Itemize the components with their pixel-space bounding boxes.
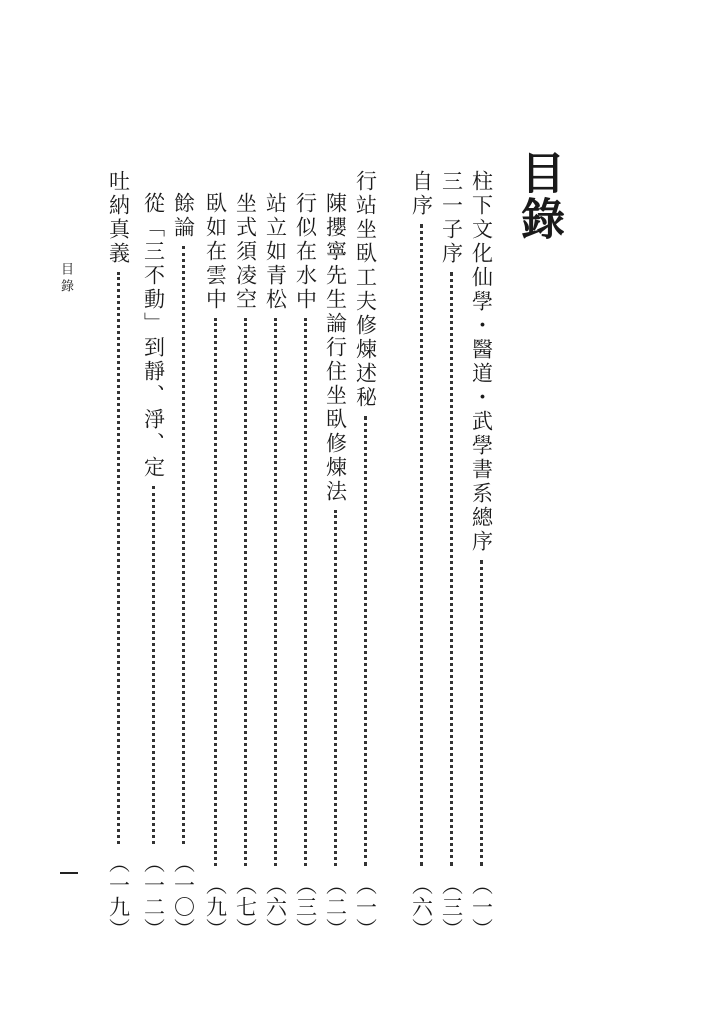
toc-entry-title: 吐納真義 (106, 170, 131, 266)
toc-entry-title: 臥如在雲中 (203, 192, 228, 312)
toc-entry-page: （一九） (106, 852, 131, 940)
toc-entry-title: 站立如青松 (263, 192, 288, 312)
toc-entry[interactable] (320, 170, 350, 940)
toc-entry-page: （七） (233, 874, 258, 940)
toc-entry-page: （二） (323, 874, 348, 940)
page-number-mark (60, 872, 78, 874)
toc-entry-title: 餘論 (171, 192, 196, 240)
toc-entry[interactable] (406, 170, 436, 940)
toc-entry[interactable] (290, 170, 320, 940)
toc-entry-page: （一） (469, 874, 494, 940)
toc-entry-title: 三一子序 (439, 170, 464, 266)
toc-entry-page: （三） (293, 874, 318, 940)
dot-leader (117, 272, 120, 844)
dot-leader (364, 416, 367, 866)
toc-entry[interactable] (230, 170, 260, 940)
toc-entry[interactable] (168, 170, 198, 940)
dot-leader (274, 318, 277, 866)
dot-leader (214, 318, 217, 866)
toc-entry[interactable] (103, 170, 133, 940)
dot-leader (450, 272, 453, 866)
toc-entry-page: （三） (439, 874, 464, 940)
toc-entry-title: 行似在水中 (293, 192, 318, 312)
toc-entry-title: 柱下文化仙學・醫道・武學書系總序 (469, 170, 494, 554)
dot-leader (420, 224, 423, 866)
dot-leader (480, 560, 483, 866)
toc-entry-title: 陳攖寧先生論行住坐臥修煉法 (323, 192, 348, 504)
toc-entry-title: 從「三不動」到靜、淨、定 (141, 192, 166, 480)
dot-leader (334, 510, 337, 866)
toc-entry[interactable] (350, 170, 380, 940)
toc-entry[interactable] (260, 170, 290, 940)
toc-entry-title: 坐式須凌空 (233, 192, 258, 312)
toc-entry[interactable] (466, 170, 496, 940)
toc-entry-page: （九） (203, 874, 228, 940)
toc-entry-page: （六） (263, 874, 288, 940)
toc-entry-page: （一） (353, 874, 378, 940)
dot-leader (244, 318, 247, 866)
page-title: 目錄 (513, 150, 564, 242)
toc-entry-page: （六） (409, 874, 434, 940)
toc-entry-title: 自序 (409, 170, 434, 218)
dot-leader (182, 246, 185, 844)
toc-entry-page: （一〇） (171, 852, 196, 940)
toc-entry[interactable] (200, 170, 230, 940)
running-header: 目錄 (58, 262, 73, 296)
toc-entry-title: 行站坐臥工夫修煉述秘 (353, 170, 378, 410)
dot-leader (152, 486, 155, 844)
toc-entry-page: （一二） (141, 852, 166, 940)
toc-entry[interactable] (138, 170, 168, 940)
toc-entry[interactable] (436, 170, 466, 940)
dot-leader (304, 318, 307, 866)
